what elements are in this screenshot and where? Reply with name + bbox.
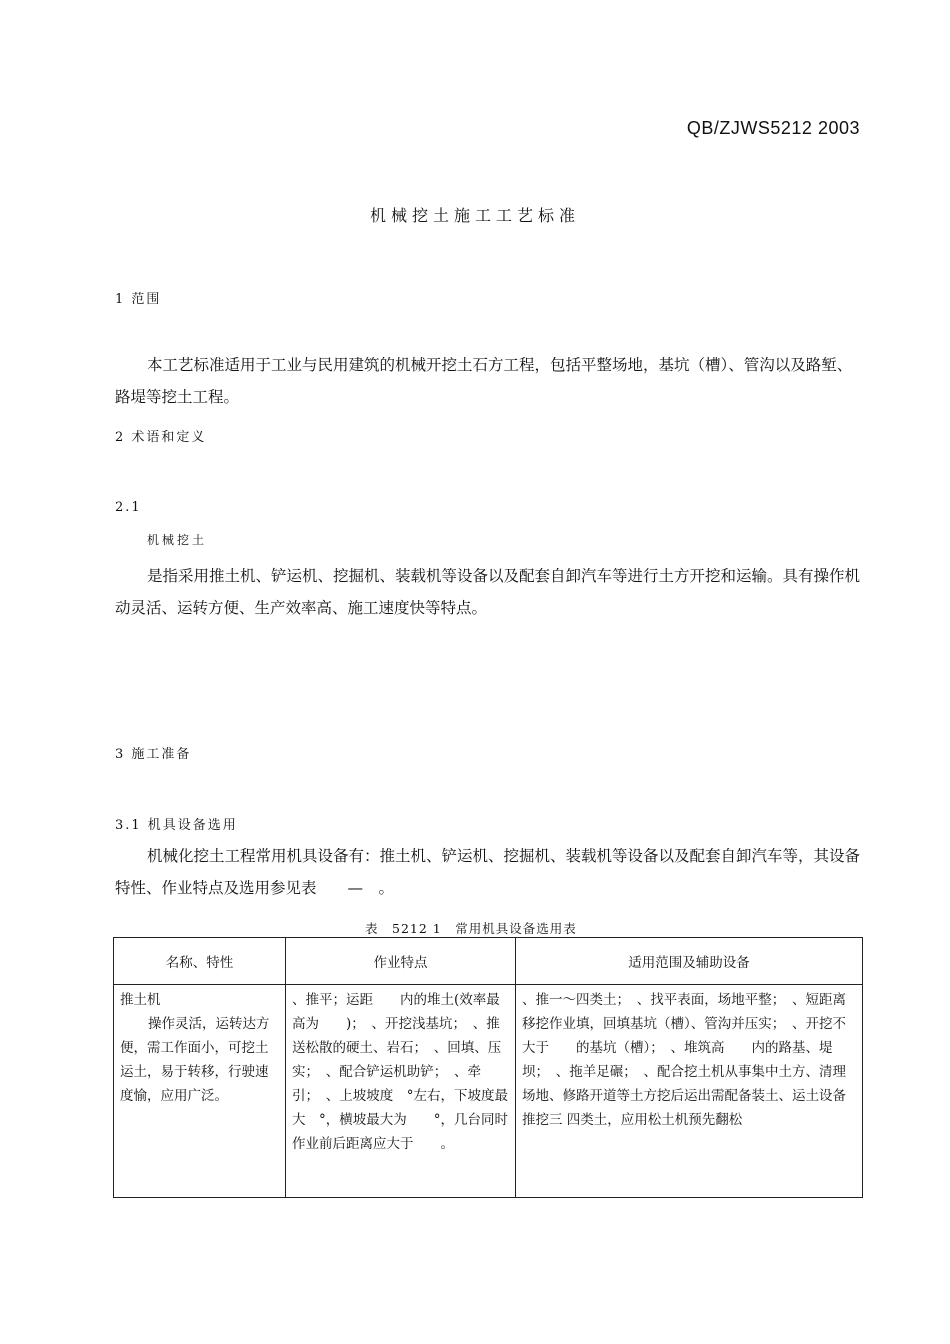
table-cell-scope: 、推一～四类土； 、找平表面，场地平整； 、短距离移挖作业填，回填基坑（槽）、管沟并压实； 、开挖不大于 的基坑（槽）； 、堆筑高 内的路基、堤坝； 、拖羊足碾； 、配合挖土机从事集中土方、清理场地、修路开道等土方挖后运出需配备装土、运土设备推挖三 四类土，应用松土机预先翻松 — [516, 985, 863, 1198]
table-cell-features: 、推平；运距 内的堆土(效率最高为 )； 、开挖浅基坑； 、推送松散的硬土、岩石； 、回填、压实； 、配合铲运机助铲； 、牵引； 、上坡坡度 °左右，下坡度最大 °，横坡最大为 °，几台同时作业前后距离应大于 。 — [286, 985, 516, 1198]
section-1-paragraph: 本工艺标准适用于工业与民用建筑的机械开挖土石方工程，包括平整场地，基坑（槽）、管沟以及路堑、路堤等挖土工程。 — [115, 356, 853, 406]
section-2-1-paragraph: 是指采用推土机、铲运机、挖掘机、装载机等设备以及配套自卸汽车等进行土方开挖和运输。具有操作机动灵活、运转方便、生产效率高、施工速度快等特点。 — [115, 567, 861, 617]
table-row — [114, 985, 863, 1198]
term-label: 机械挖土 — [147, 533, 208, 547]
section-3-1-paragraph: 机械化挖土工程常用机具设备有：推土机、铲运机、挖掘机、装载机等设备以及配套自卸汽车等，其设备特性、作业特点及选用参见表 — 。 — [115, 847, 861, 897]
table-header-scope: 适用范围及辅助设备 — [516, 938, 863, 985]
section-3-heading: 3 施工准备 — [115, 747, 192, 762]
table-caption: 表 5212 1 常用机具设备选用表 — [365, 921, 577, 936]
section-3-1-heading: 3.1 机具设备选用 — [115, 818, 238, 833]
section-1-heading: 1 范围 — [115, 292, 162, 307]
standard-code: QB/ZJWS5212 2003 — [686, 118, 860, 138]
table-header-name: 名称、特性 — [114, 938, 286, 985]
table-header-row — [114, 938, 863, 985]
equipment-table — [113, 937, 863, 1198]
section-2-1-heading: 2.1 — [115, 500, 142, 515]
table-cell-name — [114, 985, 286, 1198]
table-header-features: 作业特点 — [286, 938, 516, 985]
document-title: 机械挖土施工工艺标准 — [369, 206, 580, 225]
equipment-name: 推土机 — [120, 992, 161, 1008]
section-2-heading: 2 术语和定义 — [115, 430, 207, 445]
equipment-description: 操作灵活，运转达方便，需工作面小，可挖土运土，易于转移，行驶速度愉，应用广泛。 — [120, 1016, 270, 1104]
